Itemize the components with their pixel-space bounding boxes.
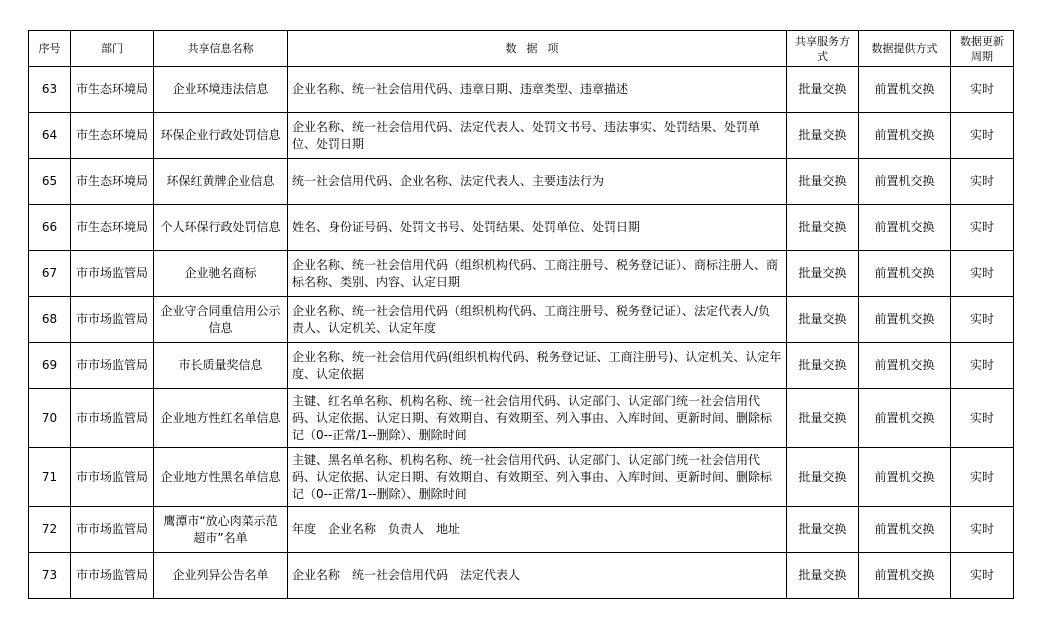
row-share: 批量交换 xyxy=(787,389,859,448)
row-dept: 市市场监管局 xyxy=(71,343,154,389)
data-sharing-table xyxy=(28,30,1014,599)
row-items: 企业名称、统一社会信用代码、法定代表人、处罚文书号、违法事实、处罚结果、处罚单位、处罚日期 xyxy=(288,113,787,159)
row-share: 批量交换 xyxy=(787,67,859,113)
row-name: 企业列异公告名单 xyxy=(154,553,288,599)
row-provide: 前置机交换 xyxy=(859,343,951,389)
table-row xyxy=(29,251,1014,297)
table-row xyxy=(29,205,1014,251)
header-name: 共享信息名称 xyxy=(154,31,288,67)
row-seq: 68 xyxy=(29,297,71,343)
row-cycle: 实时 xyxy=(951,343,1014,389)
header-items: 数据项 xyxy=(288,31,787,67)
row-provide: 前置机交换 xyxy=(859,205,951,251)
table-row xyxy=(29,159,1014,205)
row-items: 企业名称、统一社会信用代码(组织机构代码、税务登记证、工商注册号)、认定机关、认定年度、认定依据 xyxy=(288,343,787,389)
row-cycle: 实时 xyxy=(951,159,1014,205)
row-dept: 市市场监管局 xyxy=(71,389,154,448)
row-name: 环保企业行政处罚信息 xyxy=(154,113,288,159)
table-row xyxy=(29,553,1014,599)
table-row xyxy=(29,389,1014,448)
table-row xyxy=(29,448,1014,507)
header-dept: 部门 xyxy=(71,31,154,67)
table-row xyxy=(29,113,1014,159)
row-share: 批量交换 xyxy=(787,448,859,507)
row-items: 企业名称、统一社会信用代码（组织机构代码、工商注册号、税务登记证）、法定代表人/负责人、认定机关、认定年度 xyxy=(288,297,787,343)
row-cycle: 实时 xyxy=(951,553,1014,599)
row-provide: 前置机交换 xyxy=(859,113,951,159)
row-name: 个人环保行政处罚信息 xyxy=(154,205,288,251)
table-row xyxy=(29,507,1014,553)
row-cycle: 实时 xyxy=(951,297,1014,343)
row-provide: 前置机交换 xyxy=(859,67,951,113)
row-cycle: 实时 xyxy=(951,205,1014,251)
row-items: 年度 企业名称 负责人 地址 xyxy=(288,507,787,553)
row-provide: 前置机交换 xyxy=(859,448,951,507)
row-seq: 70 xyxy=(29,389,71,448)
row-provide: 前置机交换 xyxy=(859,297,951,343)
row-dept: 市生态环境局 xyxy=(71,67,154,113)
row-seq: 73 xyxy=(29,553,71,599)
row-cycle: 实时 xyxy=(951,113,1014,159)
row-name: 企业地方性红名单信息 xyxy=(154,389,288,448)
row-items: 姓名、身份证号码、处罚文书号、处罚结果、处罚单位、处罚日期 xyxy=(288,205,787,251)
row-items: 主键、红名单名称、机构名称、统一社会信用代码、认定部门、认定部门统一社会信用代码、认定依据、认定日期、有效期自、有效期至、列入事由、入库时间、更新时间、删除标记（0--正常/1--删除）、删除时间 xyxy=(288,389,787,448)
row-provide: 前置机交换 xyxy=(859,159,951,205)
header-share: 共享服务方式 xyxy=(787,31,859,67)
row-dept: 市生态环境局 xyxy=(71,113,154,159)
row-items: 统一社会信用代码、企业名称、法定代表人、主要违法行为 xyxy=(288,159,787,205)
row-provide: 前置机交换 xyxy=(859,389,951,448)
row-cycle: 实时 xyxy=(951,67,1014,113)
row-provide: 前置机交换 xyxy=(859,553,951,599)
row-dept: 市市场监管局 xyxy=(71,297,154,343)
row-share: 批量交换 xyxy=(787,507,859,553)
row-name: 企业驰名商标 xyxy=(154,251,288,297)
row-share: 批量交换 xyxy=(787,343,859,389)
row-items: 企业名称 统一社会信用代码 法定代表人 xyxy=(288,553,787,599)
row-provide: 前置机交换 xyxy=(859,251,951,297)
row-share: 批量交换 xyxy=(787,113,859,159)
row-name: 鹰潭市“放心肉菜示范超市”名单 xyxy=(154,507,288,553)
row-name: 市长质量奖信息 xyxy=(154,343,288,389)
row-cycle: 实时 xyxy=(951,389,1014,448)
row-items: 主键、黑名单名称、机构名称、统一社会信用代码、认定部门、认定部门统一社会信用代码、认定依据、认定日期、有效期自、有效期至、列入事由、入库时间、更新时间、删除标记（0--正常/1--删除）、删除时间 xyxy=(288,448,787,507)
header-row xyxy=(29,31,1014,67)
row-items: 企业名称、统一社会信用代码、违章日期、违章类型、违章描述 xyxy=(288,67,787,113)
row-share: 批量交换 xyxy=(787,205,859,251)
row-share: 批量交换 xyxy=(787,297,859,343)
row-dept: 市生态环境局 xyxy=(71,205,154,251)
row-dept: 市生态环境局 xyxy=(71,159,154,205)
row-name: 企业地方性黑名单信息 xyxy=(154,448,288,507)
row-seq: 72 xyxy=(29,507,71,553)
header-provide: 数据提供方式 xyxy=(859,31,951,67)
header-seq: 序号 xyxy=(29,31,71,67)
row-name: 企业守合同重信用公示信息 xyxy=(154,297,288,343)
row-cycle: 实时 xyxy=(951,507,1014,553)
header-cycle: 数据更新周期 xyxy=(951,31,1014,67)
row-items: 企业名称、统一社会信用代码（组织机构代码、工商注册号、税务登记证）、商标注册人、商标名称、类别、内容、认定日期 xyxy=(288,251,787,297)
row-cycle: 实时 xyxy=(951,251,1014,297)
row-provide: 前置机交换 xyxy=(859,507,951,553)
row-cycle: 实时 xyxy=(951,448,1014,507)
row-share: 批量交换 xyxy=(787,553,859,599)
row-name: 环保红黄牌企业信息 xyxy=(154,159,288,205)
row-dept: 市市场监管局 xyxy=(71,448,154,507)
row-seq: 65 xyxy=(29,159,71,205)
table-row xyxy=(29,297,1014,343)
row-seq: 64 xyxy=(29,113,71,159)
row-seq: 67 xyxy=(29,251,71,297)
row-dept: 市市场监管局 xyxy=(71,251,154,297)
row-seq: 63 xyxy=(29,67,71,113)
row-share: 批量交换 xyxy=(787,159,859,205)
row-seq: 71 xyxy=(29,448,71,507)
row-share: 批量交换 xyxy=(787,251,859,297)
row-seq: 66 xyxy=(29,205,71,251)
table-row xyxy=(29,343,1014,389)
row-name: 企业环境违法信息 xyxy=(154,67,288,113)
row-dept: 市市场监管局 xyxy=(71,507,154,553)
row-dept: 市市场监管局 xyxy=(71,553,154,599)
row-seq: 69 xyxy=(29,343,71,389)
table-row xyxy=(29,67,1014,113)
